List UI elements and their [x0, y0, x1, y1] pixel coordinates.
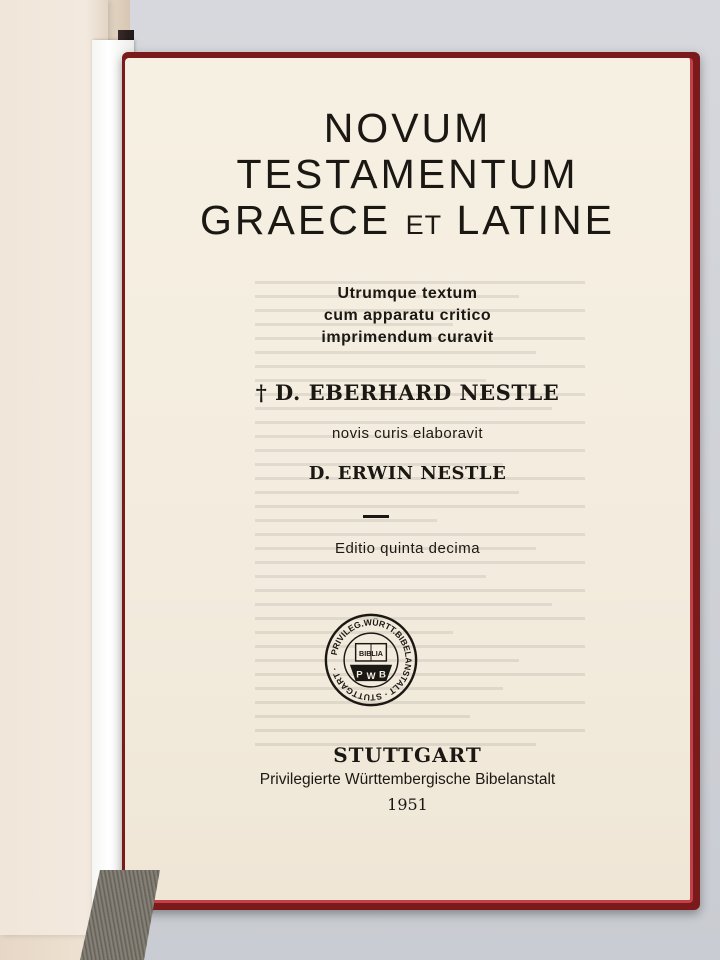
edition-line: Editio quinta decima [334, 540, 481, 557]
imprint-city: STUTTGART [333, 743, 482, 767]
title-line-1: NOVUM [323, 105, 492, 151]
seal-book-text: BIBLIA [359, 649, 383, 659]
title-word-graece: GRAECE [200, 197, 392, 243]
separator-dash [363, 515, 389, 518]
title-line-3 [125, 197, 690, 248]
book-title [125, 105, 690, 248]
subtitle-line-2: cum apparatu critico [323, 307, 492, 324]
seal-letter-w: W [366, 671, 376, 683]
title-line-2: TESTAMENTUM [236, 151, 579, 197]
subtitle-line-3: imprimendum curavit [321, 329, 494, 346]
imprint [125, 742, 690, 818]
editor-secondary: D. ERWIN NESTLE [308, 463, 507, 484]
editor-primary: † D. EBERHARD NESTLE [255, 380, 560, 405]
title-word-et: ET [405, 210, 443, 240]
imprint-year: 1951 [387, 795, 428, 814]
seal-letter-b: B [379, 669, 386, 681]
seal-ring-text: PRIVILEG.WÜRTT.BIBELANSTALT · STUTTGART · [328, 617, 414, 703]
subtitle [125, 283, 690, 349]
subtitle-line-1: Utrumque textum [337, 285, 478, 302]
imprint-publisher: Privilegierte Württembergische Bibelanstalt [259, 771, 556, 788]
revision-note: novis curis elaboravit [331, 425, 484, 442]
publisher-seal [323, 612, 419, 708]
seal-letter-p: P [356, 669, 363, 681]
title-word-latine: LATINE [456, 197, 615, 243]
